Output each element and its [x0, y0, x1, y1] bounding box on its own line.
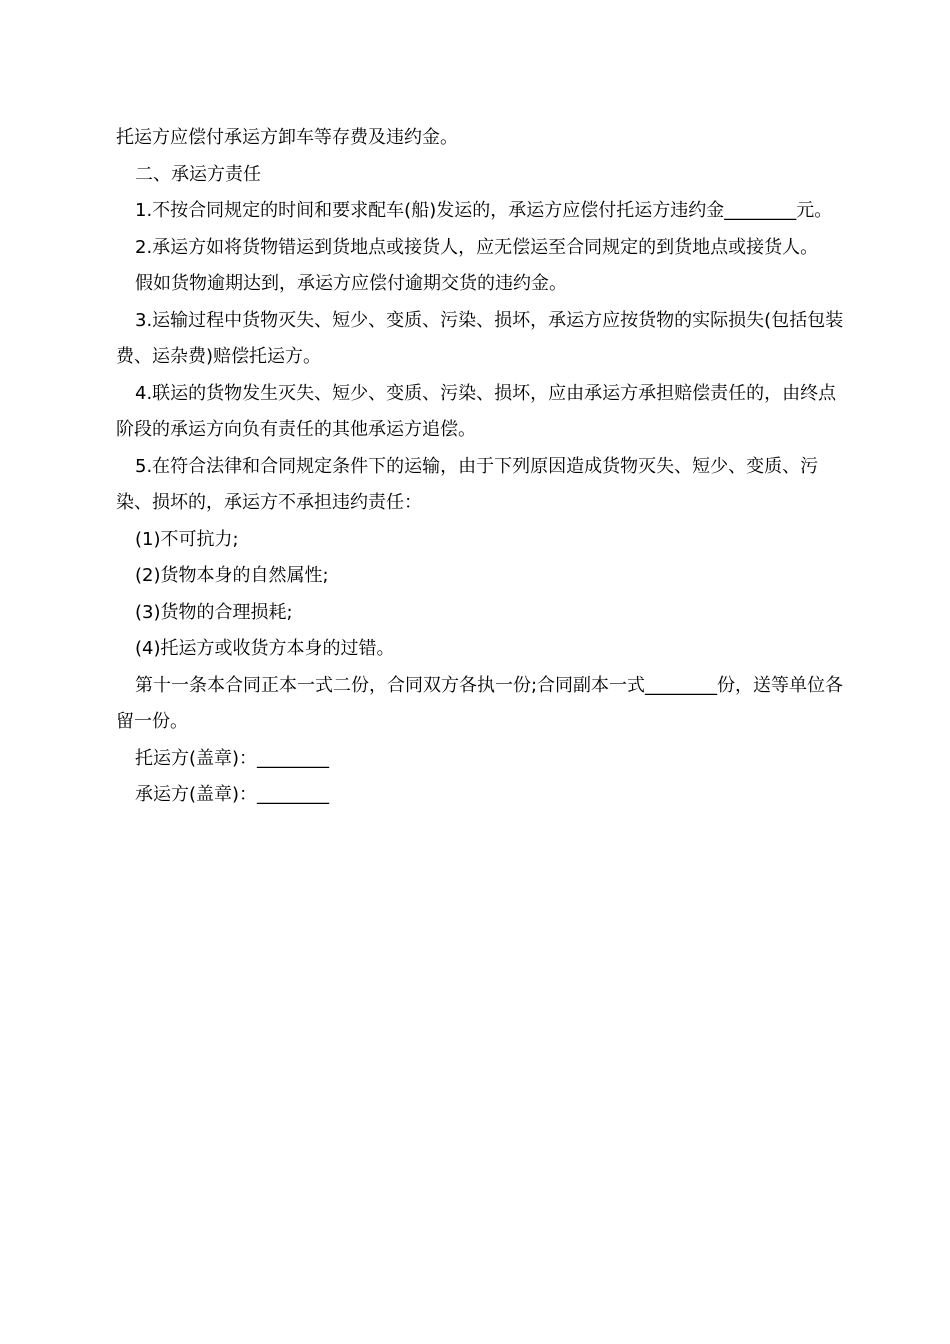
article-11: 第十一条本合同正本一式二份，合同双方各执一份;合同副本一式________份，送等单位各留一份。 — [116, 674, 844, 732]
exemption-item-2: (2)货物本身的自然属性; — [135, 565, 329, 586]
paragraph-late-delivery: 假如货物逾期达到，承运方应偿付逾期交货的违约金。 — [135, 273, 567, 294]
clause-3: 3.运输过程中货物灭失、短少、变质、污染、损坏，承运方应按货物的实际损失(包括包装费、运杂费)赔偿托运方。 — [116, 309, 844, 367]
shipper-seal-line: 托运方(盖章)：________ — [135, 747, 330, 769]
section-heading-carrier-liability: 二、承运方责任 — [135, 163, 261, 185]
document-body — [116, 120, 848, 814]
exemption-item-4: (4)托运方或收货方本身的过错。 — [135, 638, 395, 659]
exemption-item-3: (3)货物的合理损耗; — [135, 601, 293, 623]
clause-5: 5.在符合法律和合同规定条件下的运输，由于下列原因造成货物灭失、短少、变质、污染、损坏的，承运方不承担违约责任： — [116, 455, 819, 513]
clause-2: 2.承运方如将货物错运到货地点或接货人，应无偿运至合同规定的到货地点或接货人。 — [135, 236, 819, 258]
clause-4: 4.联运的货物发生灭失、短少、变质、污染、损坏，应由承运方承担赔偿责任的，由终点阶段的承运方向负有责任的其他承运方追偿。 — [116, 382, 837, 440]
paragraph-shipper-compensation: 托运方应偿付承运方卸车等存费及违约金。 — [116, 127, 458, 148]
clause-1: 1.不按合同规定的时间和要求配车(船)发运的，承运方应偿付托运方违约金________元。 — [135, 200, 833, 221]
carrier-seal-line: 承运方(盖章)：________ — [135, 784, 330, 805]
exemption-item-1: (1)不可抗力; — [135, 528, 239, 550]
